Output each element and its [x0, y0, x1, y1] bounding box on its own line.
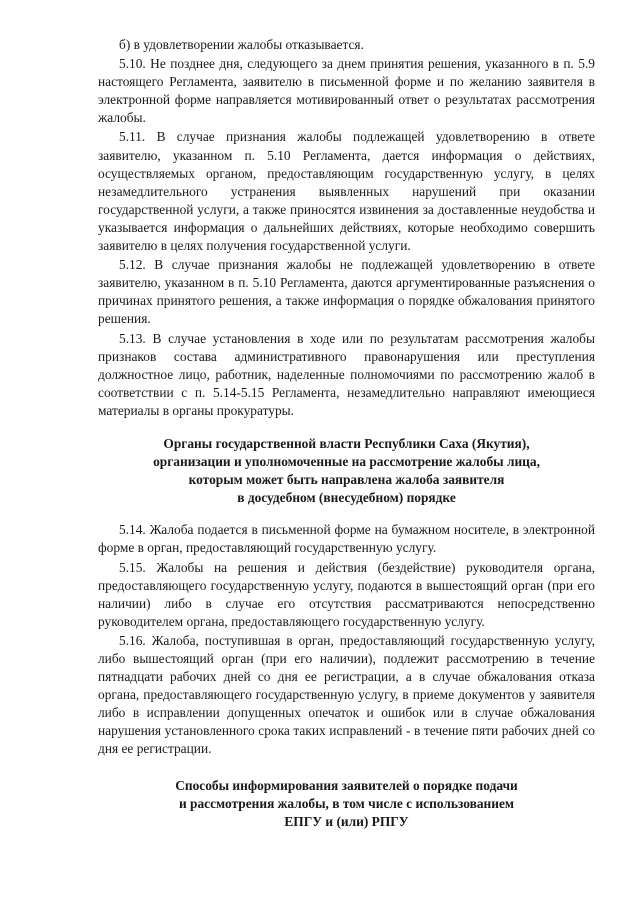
heading-line: Способы информирования заявителей о порядке подачи — [175, 777, 518, 793]
heading-line: в досудебном (внесудебном) порядке — [237, 490, 456, 506]
paragraph-b: б) в удовлетворении жалобы отказывается. — [119, 37, 364, 52]
heading-line: Органы государственной власти Республики Саха (Якутия), — [163, 435, 530, 451]
section-heading-informing — [98, 777, 595, 831]
paragraph-5-14: 5.14. Жалоба подается в письменной форме на бумажном носителе, в электронной форме в орган, предоставляющий государственную услугу. — [98, 522, 595, 556]
heading-line: ЕПГУ и (или) РПГУ — [284, 813, 409, 829]
paragraph-5-13: 5.13. В случае установления в ходе или по результатам рассмотрения жалобы признаков состава административного правонарушения или преступления должностное лицо, работник, наделенные полномочиями по рассмотрению жалоб в соответствии с п. 5.14-5.15 Регламента, незамедлительно направляют имеющиеся материалы в органы прокуратуры. — [98, 330, 595, 418]
document-page — [98, 36, 595, 831]
paragraph-5-12: 5.12. В случае признания жалобы не подлежащей удовлетворению в ответе заявителю, указанном в п. 5.10 Регламента, даются аргументированные разъяснения о причинах принятого решения, а также информация о порядке обжалования принятого решения. — [98, 257, 595, 327]
heading-line: которым может быть направлена жалоба заявителя — [188, 472, 505, 488]
section-heading-authorities — [98, 435, 595, 507]
heading-line: и рассмотрения жалобы, в том числе с использованием — [178, 795, 515, 811]
paragraph-5-10: 5.10. Не позднее дня, следующего за днем принятия решения, указанного в п. 5.9 настоящего Регламента, заявителю в письменной форме и по желанию заявителя в электронной форме направляется мотивированный ответ о результатах рассмотрения жалобы. — [98, 56, 595, 126]
paragraph-5-16: 5.16. Жалоба, поступившая в орган, предоставляющий государственную услугу, либо вышестоящий орган (при его наличии), подлежит рассмотрению в течение пятнадцати рабочих дней со дня ее регистрации, а в случае обжалования отказа органа, предоставляющего государственную услугу, в приеме документов у заявителя либо в исправлении допущенных опечаток и ошибок или в случае обжалования нарушения установленного срока таких исправлений - в течение пяти рабочих дней со дня ее регистрации. — [98, 632, 595, 757]
paragraph-5-15: 5.15. Жалобы на решения и действия (бездействие) руководителя органа, предоставляющего государственную услугу, подаются в вышестоящий орган (при его наличии) либо в случае его отсутствия рассматриваются непосредственно руководителем органа, предоставляющего государственную услугу. — [98, 559, 595, 629]
paragraph-5-11: 5.11. В случае признания жалобы подлежащей удовлетворению в ответе заявителю, указанном п. 5.10 Регламента, дается информация о действиях, осуществляемых органом, предоставляющим государственную услугу, в целях незамедлительного устранения выявленных нарушений при оказании государственной услуги, а также приносятся извинения за доставленные неудобства и указывается информация о дальнейших действиях, которые необходимо совершить заявителю в целях получения государственной услуги. — [98, 129, 595, 254]
heading-line: организации и уполномоченные на рассмотрение жалобы лица, — [153, 454, 540, 470]
